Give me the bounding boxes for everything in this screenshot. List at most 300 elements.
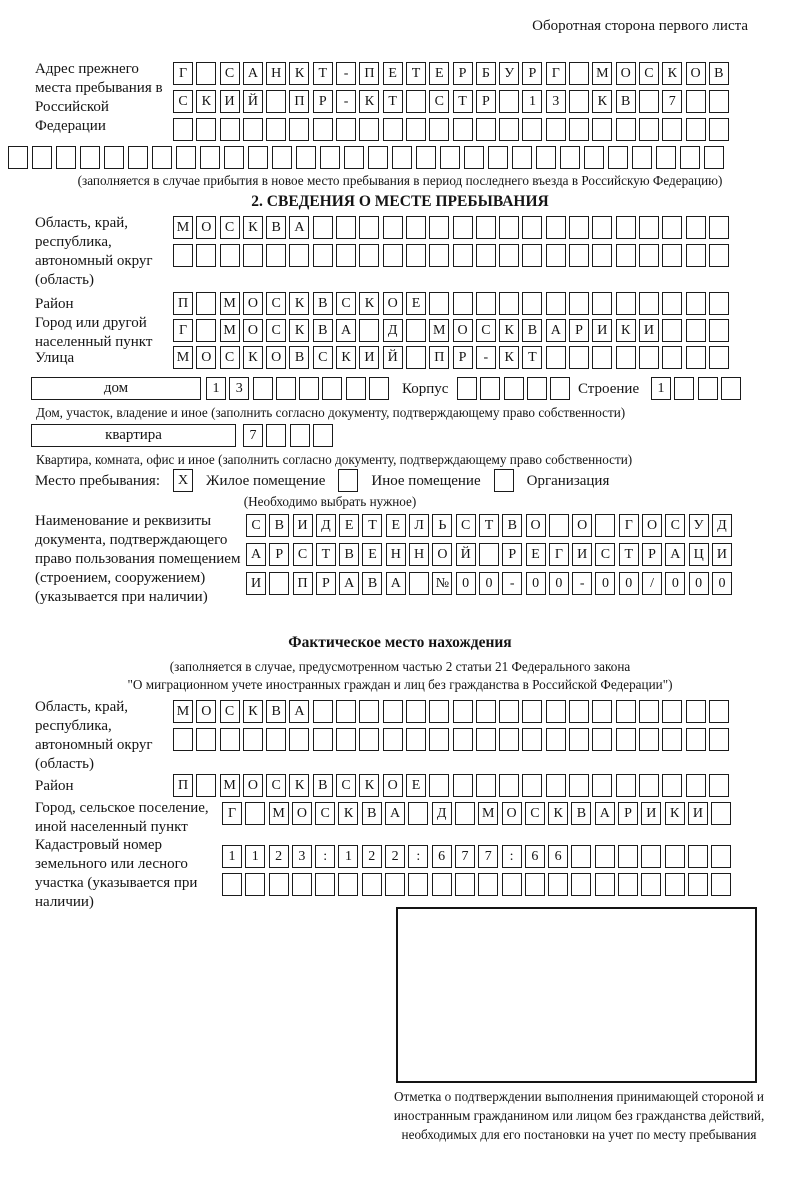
char-box[interactable]: А [336, 319, 356, 342]
char-box[interactable]: М [173, 346, 193, 369]
char-box[interactable] [569, 346, 589, 369]
char-box[interactable] [662, 118, 682, 141]
char-box[interactable] [711, 845, 731, 868]
char-box[interactable]: И [592, 319, 612, 342]
char-box[interactable]: О [243, 319, 263, 342]
char-box[interactable]: Д [432, 802, 452, 825]
checkbox-other-premises[interactable] [338, 469, 358, 492]
char-box[interactable] [592, 118, 612, 141]
char-box[interactable]: С [220, 62, 240, 85]
char-box[interactable]: А [385, 802, 405, 825]
char-box[interactable] [639, 346, 659, 369]
char-box[interactable] [322, 377, 342, 400]
char-box[interactable]: И [639, 319, 659, 342]
char-box[interactable]: Л [409, 514, 429, 537]
char-box[interactable] [196, 62, 216, 85]
char-box[interactable]: К [616, 319, 636, 342]
char-box[interactable]: Е [406, 292, 426, 315]
char-box[interactable] [616, 244, 636, 267]
char-box[interactable] [173, 244, 193, 267]
char-box[interactable]: Р [642, 543, 662, 566]
char-box[interactable]: С [336, 774, 356, 797]
char-box[interactable] [315, 873, 335, 896]
char-box[interactable]: И [572, 543, 592, 566]
char-box[interactable]: С [266, 319, 286, 342]
char-box[interactable] [592, 292, 612, 315]
char-box[interactable]: 1 [222, 845, 242, 868]
char-box[interactable] [665, 873, 685, 896]
char-box[interactable]: 3 [546, 90, 566, 113]
char-box[interactable] [478, 873, 498, 896]
char-box[interactable]: - [336, 62, 356, 85]
char-box[interactable]: А [546, 319, 566, 342]
char-box[interactable]: К [289, 774, 309, 797]
char-box[interactable] [662, 216, 682, 239]
char-box[interactable]: 2 [362, 845, 382, 868]
char-box[interactable] [608, 146, 628, 169]
char-box[interactable]: Р [502, 543, 522, 566]
char-box[interactable]: С [665, 514, 685, 537]
char-box[interactable] [269, 572, 289, 595]
char-box[interactable]: М [429, 319, 449, 342]
char-box[interactable] [569, 90, 589, 113]
char-box[interactable] [266, 728, 286, 751]
char-box[interactable] [616, 292, 636, 315]
char-box[interactable]: 2 [385, 845, 405, 868]
char-box[interactable] [406, 118, 426, 141]
char-box[interactable] [243, 118, 263, 141]
char-box[interactable] [709, 90, 729, 113]
char-box[interactable] [336, 244, 356, 267]
char-box[interactable]: Р [313, 90, 333, 113]
char-box[interactable] [313, 244, 333, 267]
char-box[interactable]: К [359, 90, 379, 113]
char-box[interactable]: В [339, 543, 359, 566]
char-box[interactable] [616, 700, 636, 723]
char-box[interactable]: Г [222, 802, 242, 825]
char-box[interactable] [406, 700, 426, 723]
char-box[interactable]: К [338, 802, 358, 825]
char-box[interactable] [128, 146, 148, 169]
char-box[interactable] [709, 728, 729, 751]
char-box[interactable] [196, 774, 216, 797]
char-box[interactable] [548, 873, 568, 896]
char-box[interactable]: Т [406, 62, 426, 85]
char-box[interactable]: К [592, 90, 612, 113]
char-box[interactable] [522, 216, 542, 239]
char-box[interactable]: Г [546, 62, 566, 85]
char-box[interactable] [408, 873, 428, 896]
char-box[interactable]: Т [453, 90, 473, 113]
char-box[interactable]: И [359, 346, 379, 369]
char-box[interactable]: Р [453, 346, 473, 369]
char-box[interactable] [639, 728, 659, 751]
char-box[interactable]: М [220, 319, 240, 342]
char-box[interactable] [416, 146, 436, 169]
char-box[interactable] [453, 292, 473, 315]
char-box[interactable] [569, 292, 589, 315]
char-box[interactable]: Е [362, 543, 382, 566]
char-box[interactable]: О [383, 774, 403, 797]
char-box[interactable]: И [220, 90, 240, 113]
char-box[interactable] [313, 728, 333, 751]
char-box[interactable] [571, 873, 591, 896]
char-box[interactable] [711, 802, 731, 825]
char-box[interactable]: Е [386, 514, 406, 537]
char-box[interactable] [8, 146, 28, 169]
char-box[interactable] [584, 146, 604, 169]
char-box[interactable]: 1 [651, 377, 671, 400]
char-box[interactable] [453, 728, 473, 751]
char-box[interactable] [429, 774, 449, 797]
char-box[interactable]: Р [569, 319, 589, 342]
char-box[interactable] [502, 873, 522, 896]
char-box[interactable] [476, 774, 496, 797]
char-box[interactable]: О [292, 802, 312, 825]
char-box[interactable]: К [499, 319, 519, 342]
char-box[interactable]: Т [522, 346, 542, 369]
char-box[interactable]: Н [266, 62, 286, 85]
char-box[interactable]: И [688, 802, 708, 825]
char-box[interactable] [266, 424, 286, 447]
char-box[interactable]: А [339, 572, 359, 595]
char-box[interactable]: А [289, 700, 309, 723]
char-box[interactable] [522, 774, 542, 797]
char-box[interactable]: М [592, 62, 612, 85]
char-box[interactable]: М [269, 802, 289, 825]
char-box[interactable] [429, 244, 449, 267]
char-box[interactable] [709, 346, 729, 369]
char-box[interactable] [592, 244, 612, 267]
char-box[interactable]: В [269, 514, 289, 537]
char-box[interactable] [453, 244, 473, 267]
char-box[interactable]: М [478, 802, 498, 825]
char-box[interactable]: Е [406, 774, 426, 797]
char-box[interactable]: В [709, 62, 729, 85]
char-box[interactable] [56, 146, 76, 169]
char-box[interactable] [290, 424, 310, 447]
char-box[interactable]: С [429, 90, 449, 113]
char-box[interactable]: С [173, 90, 193, 113]
char-box[interactable]: № [432, 572, 452, 595]
char-box[interactable]: Т [479, 514, 499, 537]
char-box[interactable]: 7 [455, 845, 475, 868]
char-box[interactable] [512, 146, 532, 169]
char-box[interactable] [313, 216, 333, 239]
char-box[interactable] [522, 118, 542, 141]
char-box[interactable] [632, 146, 652, 169]
char-box[interactable]: - [336, 90, 356, 113]
char-box[interactable] [359, 118, 379, 141]
char-box[interactable] [704, 146, 724, 169]
char-box[interactable] [592, 774, 612, 797]
char-box[interactable]: В [362, 802, 382, 825]
char-box[interactable]: Р [269, 543, 289, 566]
char-box[interactable] [686, 728, 706, 751]
char-box[interactable] [688, 845, 708, 868]
char-box[interactable] [569, 700, 589, 723]
char-box[interactable]: М [173, 216, 193, 239]
char-box[interactable]: М [220, 774, 240, 797]
char-box[interactable]: 0 [595, 572, 615, 595]
char-box[interactable] [527, 377, 547, 400]
char-box[interactable] [429, 118, 449, 141]
char-box[interactable]: А [665, 543, 685, 566]
char-box[interactable] [709, 216, 729, 239]
char-box[interactable] [662, 346, 682, 369]
char-box[interactable]: 7 [478, 845, 498, 868]
char-box[interactable]: Т [316, 543, 336, 566]
char-box[interactable] [269, 873, 289, 896]
char-box[interactable]: П [289, 90, 309, 113]
char-box[interactable]: Ь [432, 514, 452, 537]
char-box[interactable] [550, 377, 570, 400]
char-box[interactable]: К [499, 346, 519, 369]
char-box[interactable] [546, 728, 566, 751]
char-box[interactable]: О [432, 543, 452, 566]
char-box[interactable]: П [293, 572, 313, 595]
char-box[interactable] [686, 90, 706, 113]
char-box[interactable]: : [502, 845, 522, 868]
char-box[interactable]: С [525, 802, 545, 825]
char-box[interactable] [662, 774, 682, 797]
char-box[interactable] [595, 873, 615, 896]
char-box[interactable] [220, 728, 240, 751]
char-box[interactable]: В [313, 292, 333, 315]
char-box[interactable] [569, 118, 589, 141]
char-box[interactable]: 7 [243, 424, 263, 447]
char-box[interactable] [196, 244, 216, 267]
char-box[interactable] [592, 700, 612, 723]
char-box[interactable] [385, 873, 405, 896]
char-box[interactable]: В [571, 802, 591, 825]
char-box[interactable] [569, 216, 589, 239]
char-box[interactable] [80, 146, 100, 169]
char-box[interactable] [616, 774, 636, 797]
char-box[interactable] [488, 146, 508, 169]
char-box[interactable]: С [476, 319, 496, 342]
char-box[interactable]: Р [453, 62, 473, 85]
char-box[interactable] [546, 118, 566, 141]
char-box[interactable] [383, 700, 403, 723]
char-box[interactable]: Е [339, 514, 359, 537]
char-box[interactable] [336, 216, 356, 239]
char-box[interactable] [383, 118, 403, 141]
char-box[interactable]: Р [476, 90, 496, 113]
char-box[interactable] [406, 319, 426, 342]
char-box[interactable] [248, 146, 268, 169]
char-box[interactable] [453, 774, 473, 797]
char-box[interactable] [639, 216, 659, 239]
char-box[interactable] [504, 377, 524, 400]
char-box[interactable]: К [665, 802, 685, 825]
char-box[interactable] [220, 244, 240, 267]
char-box[interactable] [245, 873, 265, 896]
char-box[interactable] [476, 700, 496, 723]
char-box[interactable]: К [289, 292, 309, 315]
char-box[interactable]: / [642, 572, 662, 595]
char-box[interactable]: Д [383, 319, 403, 342]
char-box[interactable] [595, 514, 615, 537]
char-box[interactable]: О [196, 346, 216, 369]
char-box[interactable] [453, 118, 473, 141]
char-box[interactable] [616, 346, 636, 369]
char-box[interactable] [686, 118, 706, 141]
char-box[interactable] [292, 873, 312, 896]
char-box[interactable] [686, 244, 706, 267]
char-box[interactable]: 0 [665, 572, 685, 595]
char-box[interactable]: Р [522, 62, 542, 85]
char-box[interactable] [299, 377, 319, 400]
char-box[interactable]: : [408, 845, 428, 868]
char-box[interactable]: О [642, 514, 662, 537]
char-box[interactable]: В [502, 514, 522, 537]
char-box[interactable]: К [336, 346, 356, 369]
char-box[interactable] [359, 700, 379, 723]
char-box[interactable]: О [196, 700, 216, 723]
char-box[interactable]: 7 [662, 90, 682, 113]
char-box[interactable] [616, 118, 636, 141]
char-box[interactable] [296, 146, 316, 169]
char-box[interactable]: О [502, 802, 522, 825]
char-box[interactable] [639, 700, 659, 723]
char-box[interactable] [618, 845, 638, 868]
char-box[interactable]: П [359, 62, 379, 85]
apartment-type-box[interactable]: квартира [31, 424, 236, 447]
char-box[interactable] [408, 802, 428, 825]
char-box[interactable]: С [639, 62, 659, 85]
char-box[interactable]: О [572, 514, 592, 537]
char-box[interactable]: О [243, 292, 263, 315]
char-box[interactable]: Е [429, 62, 449, 85]
char-box[interactable] [173, 118, 193, 141]
char-box[interactable] [220, 118, 240, 141]
char-box[interactable]: 0 [526, 572, 546, 595]
char-box[interactable] [362, 873, 382, 896]
char-box[interactable]: К [243, 216, 263, 239]
char-box[interactable] [641, 873, 661, 896]
char-box[interactable] [686, 292, 706, 315]
char-box[interactable] [406, 244, 426, 267]
char-box[interactable] [455, 873, 475, 896]
char-box[interactable] [522, 700, 542, 723]
char-box[interactable] [266, 90, 286, 113]
char-box[interactable]: - [502, 572, 522, 595]
char-box[interactable]: К [243, 700, 263, 723]
char-box[interactable] [499, 728, 519, 751]
char-box[interactable]: В [289, 346, 309, 369]
char-box[interactable]: А [595, 802, 615, 825]
char-box[interactable]: А [386, 572, 406, 595]
char-box[interactable] [429, 292, 449, 315]
char-box[interactable] [569, 244, 589, 267]
char-box[interactable] [592, 728, 612, 751]
char-box[interactable] [616, 216, 636, 239]
char-box[interactable]: С [595, 543, 615, 566]
char-box[interactable]: 1 [206, 377, 226, 400]
char-box[interactable]: С [315, 802, 335, 825]
char-box[interactable] [680, 146, 700, 169]
char-box[interactable] [499, 292, 519, 315]
char-box[interactable]: О [686, 62, 706, 85]
char-box[interactable] [32, 146, 52, 169]
char-box[interactable] [639, 244, 659, 267]
char-box[interactable]: В [266, 700, 286, 723]
char-box[interactable]: Г [549, 543, 569, 566]
char-box[interactable] [639, 774, 659, 797]
char-box[interactable]: Н [386, 543, 406, 566]
char-box[interactable]: Й [243, 90, 263, 113]
char-box[interactable]: У [689, 514, 709, 537]
char-box[interactable] [569, 774, 589, 797]
char-box[interactable] [662, 244, 682, 267]
char-box[interactable] [176, 146, 196, 169]
char-box[interactable]: И [641, 802, 661, 825]
char-box[interactable] [595, 845, 615, 868]
char-box[interactable] [709, 118, 729, 141]
char-box[interactable]: А [289, 216, 309, 239]
char-box[interactable] [674, 377, 694, 400]
char-box[interactable] [383, 728, 403, 751]
char-box[interactable] [546, 346, 566, 369]
char-box[interactable] [569, 728, 589, 751]
char-box[interactable]: 0 [712, 572, 732, 595]
char-box[interactable] [686, 774, 706, 797]
char-box[interactable] [499, 118, 519, 141]
char-box[interactable]: 2 [269, 845, 289, 868]
char-box[interactable] [476, 118, 496, 141]
char-box[interactable] [243, 728, 263, 751]
char-box[interactable] [289, 244, 309, 267]
checkbox-organization[interactable] [494, 469, 514, 492]
char-box[interactable] [266, 118, 286, 141]
char-box[interactable] [665, 845, 685, 868]
char-box[interactable] [464, 146, 484, 169]
char-box[interactable]: 0 [619, 572, 639, 595]
char-box[interactable]: К [289, 319, 309, 342]
char-box[interactable] [359, 728, 379, 751]
char-box[interactable] [709, 700, 729, 723]
char-box[interactable] [592, 346, 612, 369]
char-box[interactable] [200, 146, 220, 169]
char-box[interactable] [525, 873, 545, 896]
char-box[interactable]: С [336, 292, 356, 315]
char-box[interactable]: Е [383, 62, 403, 85]
char-box[interactable] [686, 700, 706, 723]
char-box[interactable] [499, 774, 519, 797]
char-box[interactable] [522, 244, 542, 267]
char-box[interactable]: Н [409, 543, 429, 566]
char-box[interactable]: Б [476, 62, 496, 85]
char-box[interactable] [546, 216, 566, 239]
char-box[interactable] [266, 244, 286, 267]
char-box[interactable]: Р [618, 802, 638, 825]
char-box[interactable]: Т [619, 543, 639, 566]
char-box[interactable] [196, 728, 216, 751]
char-box[interactable]: У [499, 62, 519, 85]
char-box[interactable] [639, 292, 659, 315]
char-box[interactable]: 6 [548, 845, 568, 868]
char-box[interactable]: 6 [525, 845, 545, 868]
char-box[interactable] [392, 146, 412, 169]
char-box[interactable] [245, 802, 265, 825]
char-box[interactable]: 1 [245, 845, 265, 868]
char-box[interactable] [289, 728, 309, 751]
char-box[interactable] [313, 424, 333, 447]
char-box[interactable] [709, 244, 729, 267]
char-box[interactable] [618, 873, 638, 896]
char-box[interactable]: К [196, 90, 216, 113]
